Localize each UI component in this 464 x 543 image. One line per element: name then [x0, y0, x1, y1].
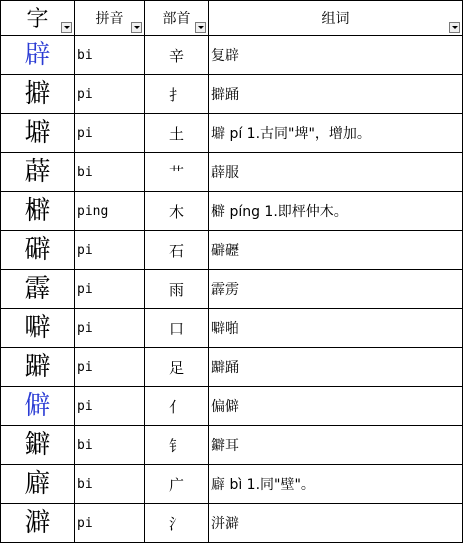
radical-cell[interactable]: 钅 — [145, 426, 209, 465]
radical-cell[interactable]: 足 — [145, 348, 209, 387]
char-cell[interactable]: 噼 — [1, 309, 75, 348]
table-row — [1, 309, 463, 348]
column-header-char[interactable] — [1, 1, 75, 36]
radical-cell[interactable]: 扌 — [145, 75, 209, 114]
radical-cell[interactable]: 辛 — [145, 36, 209, 75]
filter-dropdown-icon[interactable] — [449, 22, 460, 33]
char-cell[interactable]: 躃 — [1, 348, 75, 387]
table-row — [1, 153, 463, 192]
pinyin-cell[interactable]: pi — [75, 75, 145, 114]
pinyin-cell[interactable]: pi — [75, 387, 145, 426]
words-cell[interactable]: 礔礰 — [209, 231, 463, 270]
column-header-char-label: 字 — [26, 7, 49, 32]
words-cell[interactable]: 鐴耳 — [209, 426, 463, 465]
words-cell[interactable]: 洴澼 — [209, 504, 463, 543]
words-cell[interactable]: 廦 bì 1.同"壁"。 — [209, 465, 463, 504]
table-row — [1, 465, 463, 504]
pinyin-cell[interactable]: pi — [75, 504, 145, 543]
pinyin-cell[interactable]: pi — [75, 231, 145, 270]
table-row — [1, 114, 463, 153]
words-cell[interactable]: 檘 píng 1.即枰仲木。 — [209, 192, 463, 231]
pinyin-cell[interactable]: pi — [75, 270, 145, 309]
words-cell[interactable]: 薜服 — [209, 153, 463, 192]
pinyin-cell[interactable]: ping — [75, 192, 145, 231]
table-row — [1, 270, 463, 309]
words-cell[interactable]: 擗踊 — [209, 75, 463, 114]
radical-cell[interactable]: 口 — [145, 309, 209, 348]
table-row — [1, 36, 463, 75]
filter-dropdown-icon[interactable] — [195, 22, 206, 33]
radical-cell[interactable]: 木 — [145, 192, 209, 231]
words-cell[interactable]: 霹雳 — [209, 270, 463, 309]
char-cell[interactable]: 鐴 — [1, 426, 75, 465]
char-cell[interactable]: 壀 — [1, 114, 75, 153]
column-header-words[interactable] — [209, 1, 463, 36]
char-cell[interactable]: 檘 — [1, 192, 75, 231]
pinyin-cell[interactable]: bi — [75, 153, 145, 192]
words-cell[interactable]: 躃踊 — [209, 348, 463, 387]
pinyin-cell[interactable]: bi — [75, 465, 145, 504]
char-cell[interactable]: 礔 — [1, 231, 75, 270]
radical-cell[interactable]: 亻 — [145, 387, 209, 426]
table-row — [1, 231, 463, 270]
header-row — [1, 1, 463, 36]
pinyin-cell[interactable]: pi — [75, 348, 145, 387]
pinyin-cell[interactable]: bi — [75, 426, 145, 465]
column-header-radical-label: 部首 — [162, 11, 191, 27]
column-header-words-label: 组词 — [321, 11, 350, 27]
pinyin-cell[interactable]: pi — [75, 309, 145, 348]
pinyin-cell[interactable]: pi — [75, 114, 145, 153]
char-cell[interactable]: 辟 — [1, 36, 75, 75]
words-cell[interactable]: 偏僻 — [209, 387, 463, 426]
column-header-pinyin-label: 拼音 — [95, 11, 124, 27]
radical-cell[interactable]: 土 — [145, 114, 209, 153]
char-cell[interactable]: 澼 — [1, 504, 75, 543]
table-row — [1, 75, 463, 114]
char-cell[interactable]: 廦 — [1, 465, 75, 504]
char-cell[interactable]: 霹 — [1, 270, 75, 309]
radical-cell[interactable]: 雨 — [145, 270, 209, 309]
table-row — [1, 504, 463, 543]
words-cell[interactable]: 壀 pí 1.古同"埤"，增加。 — [209, 114, 463, 153]
radical-cell[interactable]: 艹 — [145, 153, 209, 192]
filter-dropdown-icon[interactable] — [61, 22, 72, 33]
words-cell[interactable]: 复辟 — [209, 36, 463, 75]
char-cell[interactable]: 擗 — [1, 75, 75, 114]
radical-cell[interactable]: 广 — [145, 465, 209, 504]
words-cell[interactable]: 噼啪 — [209, 309, 463, 348]
table-row — [1, 387, 463, 426]
radical-cell[interactable]: 氵 — [145, 504, 209, 543]
column-header-pinyin[interactable] — [75, 1, 145, 36]
char-cell[interactable]: 薜 — [1, 153, 75, 192]
char-cell[interactable]: 僻 — [1, 387, 75, 426]
column-header-radical[interactable] — [145, 1, 209, 36]
radical-cell[interactable]: 石 — [145, 231, 209, 270]
table-row — [1, 192, 463, 231]
table-row — [1, 426, 463, 465]
pinyin-cell[interactable]: bi — [75, 36, 145, 75]
filter-dropdown-icon[interactable] — [131, 22, 142, 33]
table-row — [1, 348, 463, 387]
